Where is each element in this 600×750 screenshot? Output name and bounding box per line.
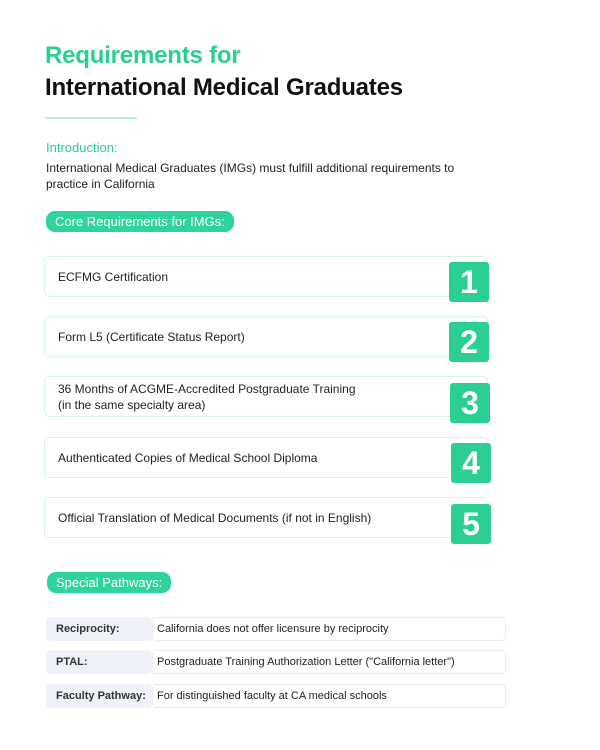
pathway-label: PTAL: [46, 650, 152, 674]
requirement-text [58, 438, 438, 477]
requirement-label: 36 Months of ACGME-Accredited Postgraduate Training [58, 381, 356, 396]
title-divider [45, 117, 137, 119]
pathway-row [46, 617, 506, 641]
requirement-number-badge: 3 [450, 383, 490, 423]
pathway-value: California does not offer licensure by reciprocity [152, 617, 506, 641]
requirement-label: Form L5 (Certificate Status Report) [58, 329, 245, 344]
requirement-label: ECFMG Certification [58, 269, 169, 284]
requirement-text [58, 377, 438, 416]
requirement-label: Official Translation of Medical Documents (if not in English) [58, 510, 372, 525]
requirement-text [58, 498, 438, 537]
pathway-row [46, 650, 506, 674]
requirement-number-badge: 2 [449, 322, 489, 362]
requirement-text [58, 257, 438, 296]
pathway-label: Faculty Pathway: [46, 684, 152, 708]
requirement-number-badge: 4 [451, 443, 491, 483]
requirement-label: Authenticated Copies of Medical School Diploma [58, 450, 318, 465]
requirement-card [44, 437, 488, 478]
title-line-2: International Medical Graduates [45, 74, 403, 101]
pathway-value: For distinguished faculty at CA medical schools [152, 684, 506, 708]
special-pathways-heading: Special Pathways: [47, 572, 171, 593]
intro-label: Introduction: [46, 140, 118, 155]
intro-text: International Medical Graduates (IMGs) must fulfill additional requirements to practice in California [46, 161, 455, 191]
pathway-row [46, 684, 506, 708]
requirement-sublabel: (in the same specialty area) [58, 397, 206, 412]
requirement-number-badge: 1 [449, 262, 489, 302]
title-line-1: Requirements for [45, 42, 241, 69]
requirement-card [44, 497, 488, 538]
pathway-label: Reciprocity: [46, 617, 152, 641]
requirement-card [44, 316, 488, 357]
requirement-card [44, 376, 488, 417]
requirement-number-badge: 5 [451, 504, 491, 544]
pathway-value: Postgraduate Training Authorization Letter ("California letter") [152, 650, 506, 674]
requirement-card [44, 256, 488, 297]
core-requirements-heading: Core Requirements for IMGs: [46, 211, 234, 232]
requirement-text [58, 317, 438, 356]
